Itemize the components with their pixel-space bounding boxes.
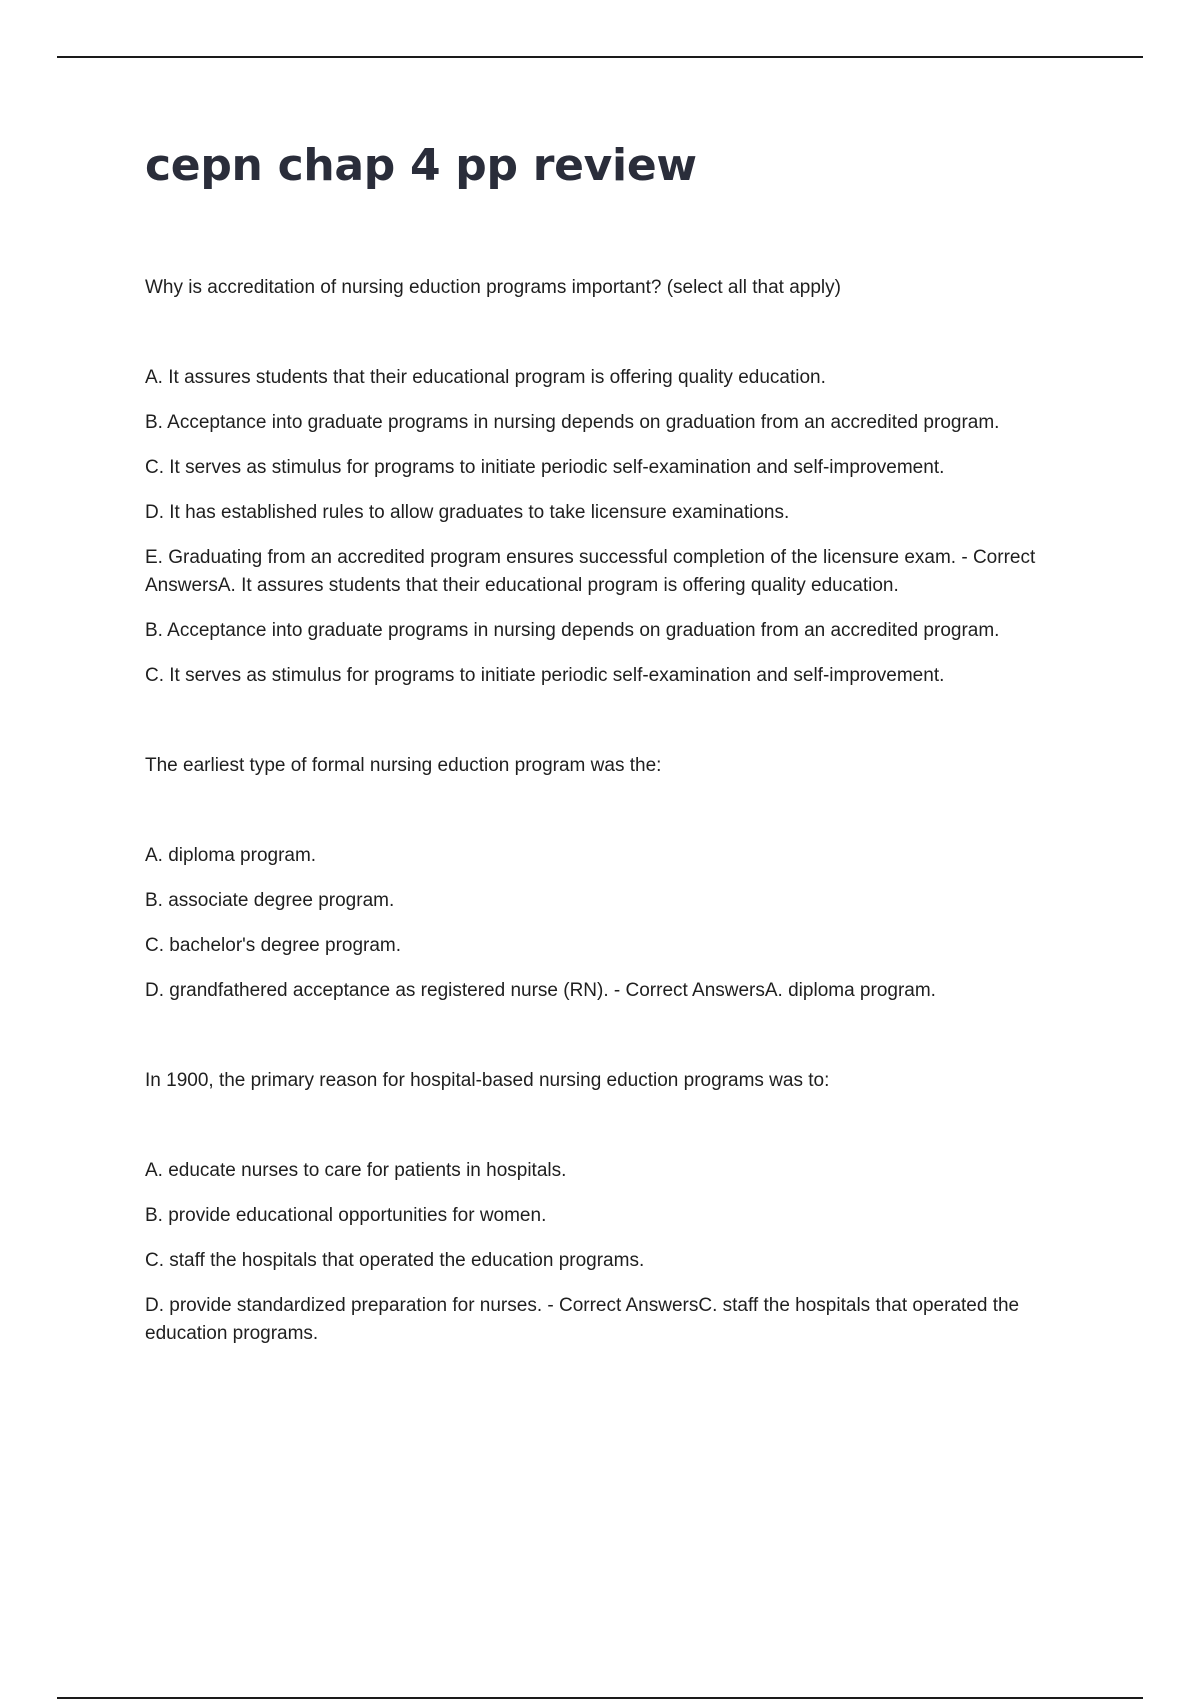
answer-line: D. provide standardized preparation for nurses. - Correct AnswersC. staff the hospitals that operated the education programs. xyxy=(145,1295,1020,1344)
question-prompt: The earliest type of formal nursing eduction program was the: xyxy=(145,755,662,776)
bottom-divider xyxy=(57,1697,1143,1699)
top-divider xyxy=(57,56,1143,58)
answer-list xyxy=(145,364,1105,690)
answer-list xyxy=(145,1157,1105,1348)
answer-line: D. It has established rules to allow graduates to take licensure examinations. xyxy=(145,502,790,523)
answer-line: A. educate nurses to care for patients in hospitals. xyxy=(145,1160,567,1181)
question-2 xyxy=(145,752,1105,1005)
question-1 xyxy=(145,274,1105,690)
question-3 xyxy=(145,1067,1105,1348)
question-prompt: Why is accreditation of nursing eduction programs important? (select all that apply) xyxy=(145,277,841,298)
answer-line: C. staff the hospitals that operated the education programs. xyxy=(145,1250,645,1271)
answer-line: B. provide educational opportunities for women. xyxy=(145,1205,547,1226)
answer-line: B. Acceptance into graduate programs in nursing depends on graduation from an accredited program. xyxy=(145,412,1000,433)
document-title: cepn chap 4 pp review xyxy=(145,140,697,191)
question-prompt: In 1900, the primary reason for hospital-based nursing eduction programs was to: xyxy=(145,1070,830,1091)
answer-line: C. bachelor's degree program. xyxy=(145,935,402,956)
answer-line: B. associate degree program. xyxy=(145,890,395,911)
answer-line: C. It serves as stimulus for programs to initiate periodic self-examination and self-improvement. xyxy=(145,457,945,478)
document-body xyxy=(145,140,1105,1365)
answer-list xyxy=(145,842,1105,1005)
answer-line: C. It serves as stimulus for programs to initiate periodic self-examination and self-improvement. xyxy=(145,665,945,686)
answer-line: B. Acceptance into graduate programs in nursing depends on graduation from an accredited program. xyxy=(145,620,1000,641)
answer-line: E. Graduating from an accredited program ensures successful completion of the licensure exam. - Correct AnswersA. It assures students that their educational program is offering quality education. xyxy=(145,547,1036,596)
answer-line: D. grandfathered acceptance as registered nurse (RN). - Correct AnswersA. diploma program. xyxy=(145,980,936,1001)
answer-line: A. It assures students that their educational program is offering quality education. xyxy=(145,367,826,388)
answer-line: A. diploma program. xyxy=(145,845,317,866)
